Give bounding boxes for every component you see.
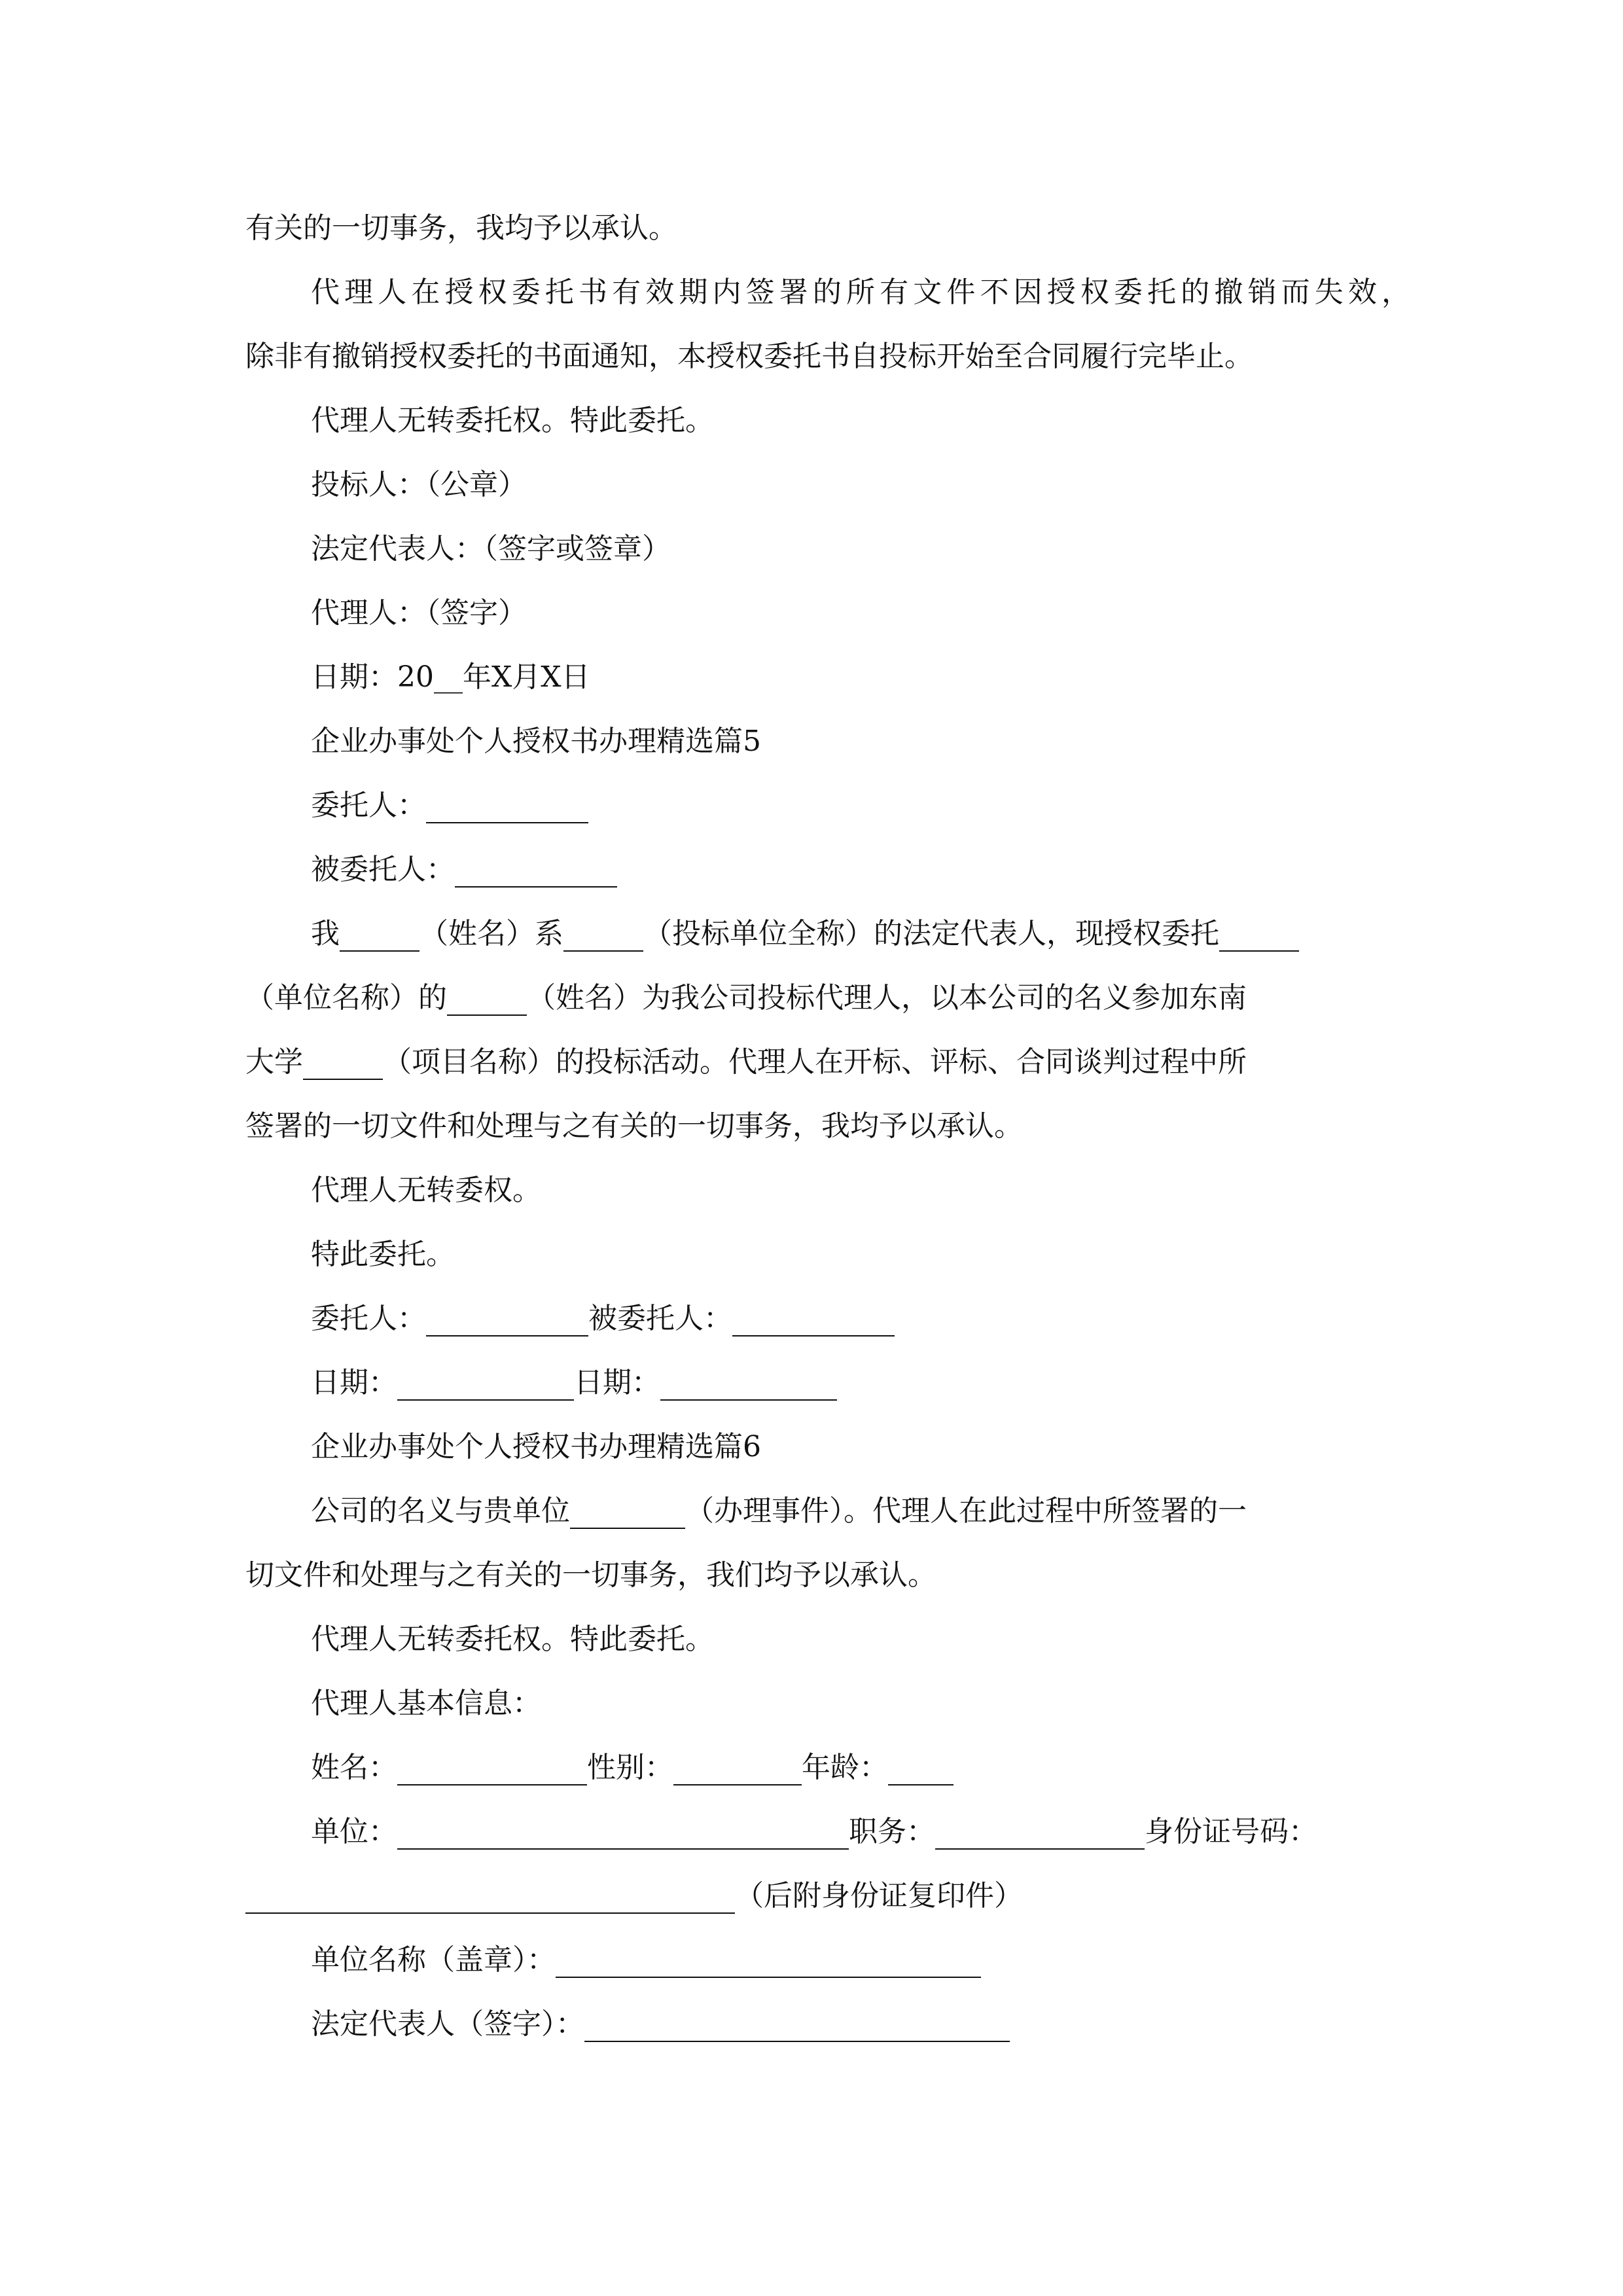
agent-info-row-2: [311, 1800, 1410, 1864]
agent-signature-line: 代理人：（签字）: [311, 596, 527, 630]
legal-sign-label: 法定代表人（签字）：: [311, 2007, 584, 2041]
text-segment: （办理事件）。代理人在此过程中所签署的一: [685, 1494, 1247, 1528]
text-segment: （姓名）为我公司投标代理人，以本公司的名义参加东南: [527, 981, 1247, 1014]
date-label-2: 日期：: [574, 1366, 660, 1399]
sex-label: 性别：: [587, 1751, 673, 1784]
authorization-paragraph-line-2: [245, 966, 1410, 1030]
section-heading-5: 企业办事处个人授权书办理精选篇5: [311, 725, 761, 758]
text-segment: （投标单位全称）的法定代表人，现授权委托: [643, 917, 1219, 950]
date-blank-2: [660, 1360, 837, 1401]
name-label: 姓名：: [311, 1751, 397, 1784]
date-blank-1: [397, 1360, 574, 1401]
post-field-blank: [935, 1809, 1145, 1850]
unit-label: 单位：: [311, 1815, 397, 1848]
unit-seal-label: 单位名称（盖章）：: [311, 1943, 556, 1977]
no-subdelegation-line: 代理人无转委权。: [311, 1174, 541, 1207]
validity-clause-line-1: 代理人在授权委托书有效期内签署的所有文件不因授权委托的撤销而失效，: [311, 276, 1410, 309]
matter-blank: [570, 1488, 685, 1529]
date-line: 日期：20__年X月X日: [311, 660, 590, 694]
id-copy-note: （后附身份证复印件）: [735, 1879, 1023, 1912]
name-field-blank: [397, 1745, 587, 1785]
hereby-entrust-line: 特此委托。: [311, 1238, 455, 1271]
date-label-1: 日期：: [311, 1366, 397, 1399]
text-segment: （姓名）系: [419, 917, 563, 950]
principal-sign-blank: [426, 1296, 588, 1336]
unit-seal-blank: [556, 1937, 981, 1978]
unit-field-blank: [397, 1809, 849, 1850]
principal-sign-label: 委托人：: [311, 1302, 426, 1335]
bidder-seal-line: 投标人：（公章）: [311, 468, 527, 501]
text-segment: 公司的名义与贵单位: [311, 1494, 570, 1528]
agent-info-title: 代理人基本信息：: [311, 1687, 541, 1720]
post-label: 职务：: [849, 1815, 935, 1848]
agent-name-blank: [447, 975, 527, 1016]
signature-row: [311, 1287, 1410, 1351]
date-row: [311, 1351, 1410, 1415]
principal-field: [311, 774, 1410, 838]
validity-clause-line-2: 除非有撤销授权委托的书面通知，本授权委托书自投标开始至合同履行完毕止。: [245, 340, 1253, 373]
agent-field: [311, 838, 1410, 902]
age-label: 年龄：: [802, 1751, 888, 1784]
legal-representative-line: 法定代表人：（签字或签章）: [311, 532, 671, 565]
section-heading-6: 企业办事处个人授权书办理精选篇6: [311, 1430, 761, 1463]
agent-sign-label: 被委托人：: [588, 1302, 732, 1335]
agent-sign-blank: [732, 1296, 895, 1336]
agent-label: 被委托人：: [311, 853, 455, 886]
id-label: 身份证号码：: [1145, 1815, 1317, 1848]
no-subdelegation-statement: 代理人无转委托权。特此委托。: [311, 404, 714, 437]
section6-paragraph-line-2: 切文件和处理与之有关的一切事务，我们均予以承认。: [245, 1558, 936, 1592]
section6-paragraph-line-1: [311, 1479, 1410, 1543]
text-segment: 我: [311, 917, 340, 950]
agent-blank: [455, 847, 617, 888]
unit-blank: [1219, 911, 1299, 952]
authorization-paragraph-line-1: [311, 902, 1410, 966]
text-segment: 大学: [245, 1045, 303, 1079]
age-field-blank: [888, 1745, 954, 1785]
agent-info-row-3: [245, 1864, 1410, 1928]
agent-info-row-1: [311, 1736, 1410, 1800]
text-segment: （项目名称）的投标活动。代理人在开标、评标、合同谈判过程中所: [383, 1045, 1247, 1079]
authorization-paragraph-line-3: [245, 1030, 1410, 1094]
principal-label: 委托人：: [311, 789, 426, 822]
unit-seal-row: [311, 1928, 1410, 1992]
principal-blank: [426, 783, 588, 823]
name-blank: [340, 911, 419, 952]
legal-sign-row: [311, 1992, 1410, 2056]
authorization-paragraph-line-4: 签署的一切文件和处理与之有关的一切事务，我均予以承认。: [245, 1109, 1023, 1143]
company-blank: [563, 911, 643, 952]
id-number-blank: [245, 1873, 735, 1914]
section6-no-subdelegation: 代理人无转委托权。特此委托。: [311, 1623, 714, 1656]
paragraph-continuation: 有关的一切事务，我均予以承认。: [245, 211, 677, 245]
project-blank: [303, 1039, 383, 1080]
text-segment: （单位名称）的: [245, 981, 447, 1014]
sex-field-blank: [673, 1745, 802, 1785]
legal-sign-blank: [584, 2001, 1010, 2042]
